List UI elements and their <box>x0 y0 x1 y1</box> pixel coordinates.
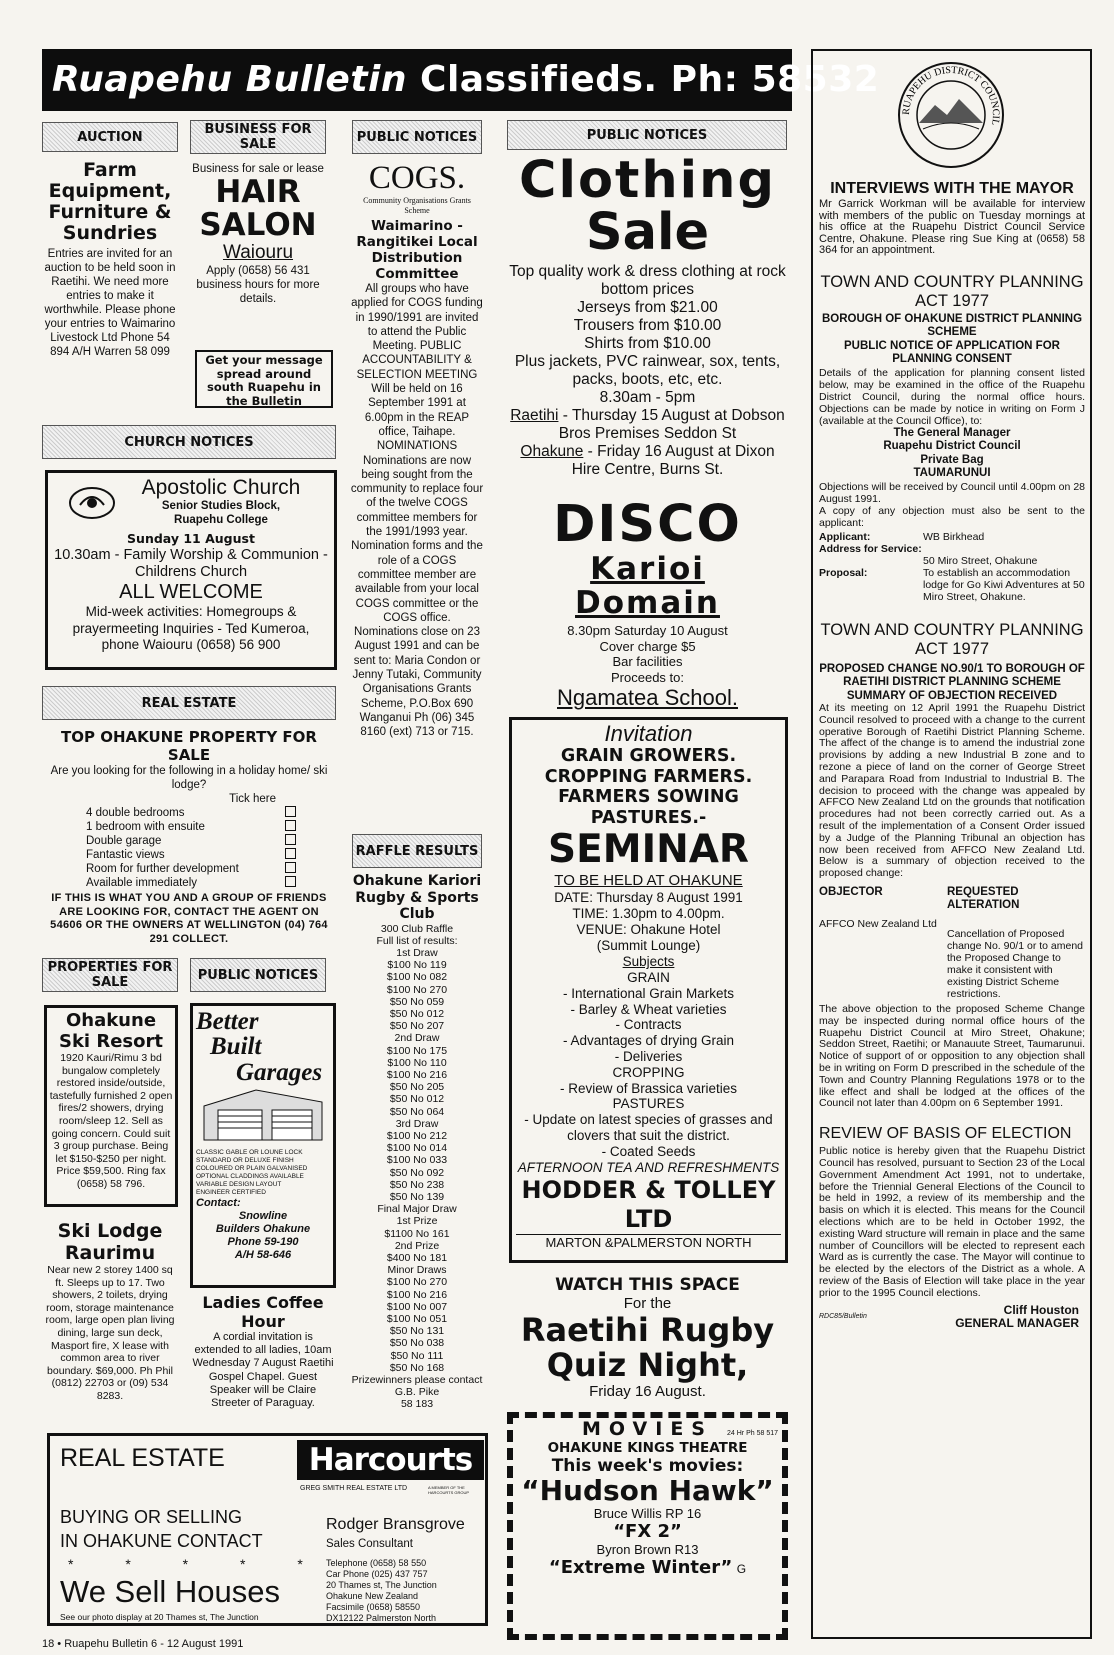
property-item <box>86 820 296 834</box>
disco-venue-2: Domain <box>575 585 720 621</box>
disco-ad <box>505 495 790 711</box>
seminar-ad <box>509 717 788 1263</box>
raffle-line: $100 No 007 <box>386 1300 448 1313</box>
property-item-label: Room for further development <box>86 863 239 875</box>
church-midweek: Mid-week activities: Homegroups & prayermeeting Inquiries - Ted Kumeroa, phone Waiouru (0658) 56 900 <box>72 604 310 652</box>
clothing-line: Shirts from $10.00 <box>584 335 711 352</box>
harcourts-contact <box>326 1558 437 1624</box>
harcourts-logo: Harcourts <box>297 1440 484 1480</box>
objector-head: OBJECTOR <box>819 885 883 898</box>
tick-box[interactable] <box>285 834 296 845</box>
tc1-address-line: Ruapehu District Council <box>883 440 1021 452</box>
harcourts-stars: * * * * * <box>68 1556 327 1572</box>
garage-contact <box>196 1210 330 1262</box>
alteration-head: REQUESTED ALTERATION <box>947 885 1020 911</box>
seminar-subject-line: - Review of Brassica varieties <box>559 1080 738 1096</box>
notice-ref: RDC85/Bulletin <box>819 1313 867 1321</box>
church-date: Sunday 11 August <box>127 531 255 546</box>
business-body: Apply (0658) 56 431 business hours for more details. <box>196 265 320 305</box>
seminar-subject-line: - International Grain Markets <box>562 985 735 1001</box>
tick-box[interactable] <box>285 820 296 831</box>
property-item-label: Available immediately <box>86 877 198 889</box>
masthead-title-a: Ruapehu Bulletin <box>52 59 407 100</box>
seminar-subject-line: - Deliveries <box>614 1048 683 1064</box>
auction-title: Farm Equipment, Furniture & Sundries <box>48 159 172 244</box>
applicant-label: Applicant: <box>819 530 871 543</box>
quiz-night-ad <box>505 1275 790 1401</box>
garages-ad <box>190 1003 336 1288</box>
raffle-line: $50 No 238 <box>389 1178 445 1191</box>
raetihi-rest: - Thursday 15 August at Dobson Bros Premises Seddon St <box>558 407 785 442</box>
raffle-line: $100 No 270 <box>386 983 448 996</box>
seminar-subjects <box>516 970 781 1160</box>
tc1-body: Details of the application for planning consent listed below, may be examined in the office of the Ruapehu District Council, during the normal office hours. Objections can be made by notice in writing on Form J (available at the Council Office), to: <box>819 366 1085 427</box>
tc2-sub-1: PROPOSED CHANGE NO.90/1 TO BOROUGH OF RAETIHI DISTRICT PLANNING SCHEME <box>819 662 1085 688</box>
proposal-value: To establish an accommodation lodge for Go Kiwi Adventures at 50 Miro Street, Ohakune. <box>923 566 1085 603</box>
harcourts-realestate: REAL ESTATE <box>60 1444 225 1472</box>
property-items <box>42 806 336 890</box>
quiz-title-1: Raetihi Rugby <box>520 1311 775 1349</box>
auction-header: AUCTION <box>42 122 178 152</box>
ski-resort-body: 1920 Kauri/Rimu 3 bd bungalow completely restored inside/outside, tastefully furnished 2 open fires/2 showers, drying room/sleep 12. Sell as going concern. Could suit 3 group purchase. Being let $150-$250 per night. Price $59,500. Ring fax (0658) 58 796. <box>49 1052 173 1190</box>
garage-illustration <box>196 1086 330 1142</box>
garages-logo-3: Garages <box>236 1059 323 1086</box>
tc1-sub-2: PUBLIC NOTICE OF APPLICATION FOR PLANNING CONSENT <box>844 339 1060 365</box>
clothing-line: Trousers from $10.00 <box>573 317 722 334</box>
disco-line: Cover charge $5 <box>599 638 696 654</box>
garage-feature: CLASSIC GABLE OR LOUNE LOCK <box>196 1149 303 1156</box>
property-item <box>86 834 296 848</box>
church-ad <box>45 470 337 670</box>
raffle-line: Prizewinners please contact G.B. Pike <box>351 1374 483 1399</box>
seminar-subject-line: PASTURES <box>612 1096 685 1112</box>
raffle-line: $50 No 038 <box>389 1337 445 1350</box>
coffee-ad <box>190 1293 336 1410</box>
ski-lodge-body: Near new 2 storey 1400 sq ft. Sleeps up to 17. Two showers, 2 toilets, drying room, storage maintenance room, large open plan living dining, large sun deck, Masport fire, X lease with common area to river boundary. $69,000. Ph Phil (0812) 22703 or (09) 534 8283. <box>45 1264 175 1402</box>
raffle-line: $50 No 064 <box>389 1105 445 1118</box>
seminar-head-line: FARMERS SOWING <box>558 787 739 807</box>
quiz-for: For the <box>623 1295 672 1312</box>
objector-value: AFFCO New Zealand Ltd <box>819 917 937 930</box>
ski-lodge-title: Ski Lodge Raurimu <box>57 1220 163 1264</box>
harcourts-contact-line: DX12122 Palmerston North <box>326 1613 437 1623</box>
raffle-line: $50 No 207 <box>389 1020 445 1033</box>
cogs-notice <box>350 160 484 740</box>
tc2-body: At its meeting on 12 April 1991 the Ruapehu District Council resolved to proceed with a change to the current operative Borough of Raetihi District Planning Scheme. The affect of the change is to amend the industrial zone provisions by adding a new Industrial B zone and to rezone a piece of land on the corner of George Street and Parapara Road from Industrial to Industrial B. The decision to proceed with the change was appealed by AFFCO New Zealand Ltd on the grounds that notification procedures had not been correctly carried out. As a result of the implementation of a Consent Order issued by a Judge of the Planning Tribunal an objection has now been received from AFFCO New Zealand Ltd. Below is a summary of objection received to the proposed change: <box>819 702 1085 880</box>
garage-feature: ENGINEER CERTIFIED <box>196 1189 266 1196</box>
garage-contact-line: Snowline <box>238 1210 288 1222</box>
clothing-sale <box>505 151 790 479</box>
interviews-title: INTERVIEWS WITH THE MAYOR <box>830 180 1074 197</box>
council-column <box>811 49 1092 1639</box>
signer-title: GENERAL MANAGER <box>955 1316 1079 1331</box>
movies-film-3-row <box>517 1557 778 1580</box>
church-venue-2: Ruapehu College <box>174 514 268 526</box>
tc1-sub-1: BOROUGH OF OHAKUNE DISTRICT PLANNING SCHEME <box>821 312 1083 338</box>
raffle-line: $100 No 175 <box>386 1044 448 1057</box>
property-item-label: Fantastic views <box>86 849 165 861</box>
raffle-line: $100 No 033 <box>386 1154 448 1167</box>
garage-contact-line: A/H 58-646 <box>234 1249 292 1261</box>
seminar-head-line: GRAIN GROWERS. <box>560 746 737 766</box>
raffle-line: Full list of results: <box>376 934 458 947</box>
harcourts-contact-line: Ohakune New Zealand <box>326 1591 419 1601</box>
masthead-title-b: Classifieds. Ph: 58532 <box>420 59 880 100</box>
business-ad <box>190 162 326 306</box>
movies-film-2-cast: Byron Brown R13 <box>596 1542 699 1557</box>
raffle-line: $100 No 051 <box>386 1313 448 1325</box>
raffle-line: $100 No 110 <box>387 1056 447 1069</box>
raffle-line: 2nd Prize <box>394 1239 440 1252</box>
seminar-subject-line: GRAIN <box>627 970 670 985</box>
address-row <box>819 543 1085 567</box>
property-item <box>86 806 296 820</box>
garage-contact-line: Builders Ohakune <box>215 1223 311 1235</box>
clothing-line: 8.30am - 5pm <box>599 389 696 406</box>
disco-title: DISCO <box>553 495 742 554</box>
raffle-line: Final Major Draw <box>377 1203 457 1216</box>
tc1-body-3: A copy of any objection must also be sent to the applicant: <box>819 504 1085 529</box>
harcourts-slogan: We Sell Houses <box>60 1574 280 1609</box>
public-notices-header-main: PUBLIC NOTICES <box>507 120 787 150</box>
applicant-value: WB Birkhead <box>923 530 985 543</box>
raffle-sub: 300 Club Raffle <box>380 922 454 935</box>
raffle-line: $50 No 168 <box>389 1361 445 1374</box>
garage-feature: COLOURED OR PLAIN GALVANISED <box>196 1165 308 1172</box>
movies-ad <box>507 1412 788 1640</box>
alteration-value: Cancellation of Proposed change No. 90/1 or to amend the Proposed Change to make it consistent with existing District Scheme restrictions. <box>947 927 1084 1000</box>
review-body: Public notice is hereby given that the Ruapehu District Council has resolved, pursuant to Section 23 of the Local Government Amendment Act 1991, not to undertake, before the Triennial General Elections of the Council to be held in 1992, a review of its membership and the basis on which it is elected. This means for the Council elections which are to be held in October 1992, the existing Ward structure will remain in place and the same number of Councillors will be elected to represent each Ward as is currently the case. The Mayor will continue to be elected by the electors of the District as a whole. A review of the Basis of Election will take place in the year prior to the 1995 Council elections. <box>819 1145 1085 1299</box>
movies-film-2: “FX 2” <box>613 1521 682 1542</box>
church-venue-1: Senior Studies Block, <box>161 500 281 512</box>
harcourts-contact-line: Facsimile (0658) 58550 <box>326 1602 421 1612</box>
auction-ad <box>42 160 178 359</box>
public-notices-header-1: PUBLIC NOTICES <box>352 120 482 154</box>
seminar-heads <box>516 746 781 828</box>
church-logo-icon <box>66 483 118 523</box>
raffle-line: $100 No 082 <box>386 971 448 984</box>
objection-head-row <box>819 886 1085 912</box>
raffle-line: $50 No 139 <box>389 1190 445 1203</box>
interviews-body: Mr Garrick Workman will be available for interview with members of the public on Tuesday mornings at his office at the Ruapehu District Council Service Centre, Ohakune. Please ring Sue King at (0658) 58 364 for an appointment. <box>819 198 1085 256</box>
disco-line: 8.30pm Saturday 10 August <box>567 623 728 638</box>
raetihi-place: Raetihi <box>510 407 559 424</box>
movies-film-3-rating: G <box>736 1562 747 1576</box>
harcourts-contact-line: Car Phone (025) 437 757 <box>326 1569 428 1579</box>
movies-week: This week's movies: <box>551 1456 744 1476</box>
seminar-subjects-label: Subjects <box>622 954 675 969</box>
clothing-lines <box>505 263 790 407</box>
raffle-lines <box>350 935 484 1411</box>
seminar-subject-line: CROPPING <box>612 1064 685 1080</box>
ski-lodge-ad <box>42 1220 178 1403</box>
raffle-line: $50 No 012 <box>389 1007 445 1020</box>
harcourts-contact-line: Telephone (0658) 58 550 <box>326 1558 427 1568</box>
raffle-line: $50 No 131 <box>389 1325 445 1338</box>
clothing-line: Top quality work & dress clothing at rock bottom prices <box>509 263 786 298</box>
seminar-subject-line: - Contracts <box>615 1017 682 1033</box>
tc1-title: TOWN AND COUNTRY PLANNING ACT 1977 <box>820 272 1084 310</box>
property-item <box>86 862 296 876</box>
ohakune-place: Ohakune <box>520 443 584 460</box>
cogs-title: Waimarino - Rangitikei Local Distribution Committee <box>356 218 478 282</box>
coffee-title: Ladies Coffee Hour <box>202 1293 324 1331</box>
raffle-line: $100 No 119 <box>387 959 447 972</box>
tc2-body-2: The above objection to the proposed Scheme Change may be inspected during normal office hours of the Ruapehu District Council at Miro Street, Ohakune; Seddon Street, Raetihi; or Manauute Street, Taumarunui. Notice of support of or opposition to any objection shall be in writing on Form D prescribed in the schedule of the Town and Country Planning Regulations 1978 or to the like effect and shall be lodged at the offices of the Council not later than 4.00pm on 6 September 1991. <box>819 1002 1085 1110</box>
signature-block <box>819 1303 1085 1331</box>
proposal-label: Proposal: <box>819 566 868 579</box>
property-item <box>86 876 296 890</box>
garage-feature: OPTIONAL CLADDINGS AVAILABLE <box>196 1173 304 1180</box>
clothing-ohakune <box>505 443 790 479</box>
raffle-line: $50 No 092 <box>389 1166 445 1179</box>
property-title: TOP OHAKUNE PROPERTY FOR SALE <box>61 728 317 764</box>
harcourts-role: Sales Consultant <box>326 1538 413 1550</box>
seminar-detail-line: TIME: 1.30pm to 4.00pm. <box>572 906 725 921</box>
garage-feature: VARIABLE DESIGN LAYOUT <box>196 1181 282 1188</box>
disco-beneficiary: Ngamatea School. <box>557 685 738 710</box>
masthead <box>42 49 880 111</box>
business-title: HAIR SALON <box>199 174 317 243</box>
properties-header: PROPERTIES FOR SALE <box>42 958 178 992</box>
seminar-subject-line: - Advantages of drying Grain <box>562 1033 735 1049</box>
quiz-title-2: Quiz Night, <box>546 1346 749 1384</box>
seminar-detail-line: VENUE: Ohakune Hotel <box>576 922 721 937</box>
ohakune-rest: - Friday 16 August at Dixon Hire Centre, Burns St. <box>571 443 775 478</box>
raffle-line: $50 No 205 <box>389 1081 445 1094</box>
disco-line: Proceeds to: <box>611 669 684 685</box>
disco-line: Bar facilities <box>612 654 683 669</box>
seminar-tea: AFTERNOON TEA AND REFRESHMENTS <box>517 1159 780 1175</box>
ski-resort-ad <box>44 1005 178 1207</box>
tick-box[interactable] <box>285 876 296 887</box>
church-title: Apostolic Church <box>141 476 301 499</box>
property-item-label: 4 double bedrooms <box>86 807 185 819</box>
garages-logo-2: Built <box>210 1033 262 1060</box>
seminar-head-line: PASTURES.- <box>590 807 707 828</box>
page-footer: 18 • Ruapehu Bulletin 6 - 12 August 1991 <box>42 1638 244 1650</box>
seminar-title: SEMINAR <box>548 827 749 872</box>
business-header: BUSINESS FOR SALE <box>190 120 326 154</box>
garage-feature: STANDARD OR DELUXE FINISH <box>196 1157 294 1164</box>
raffle-line: 2nd Draw <box>394 1032 440 1045</box>
property-contact: IF THIS IS WHAT YOU AND A GROUP OF FRIENDS ARE LOOKING FOR, CONTACT THE AGENT ON 54606 OR THE OWNERS AT WELLINGTON (04) 764 291 COLLECT. <box>50 892 328 945</box>
raffle-line: Minor Draws <box>387 1264 447 1277</box>
tc1-address-line: Private Bag <box>920 453 984 466</box>
seminar-subject-line: - Update on latest species of grasses and clovers that suit the district. <box>524 1112 773 1143</box>
applicant-row <box>819 531 1085 543</box>
movies-film-3: “Extreme Winter” <box>548 1557 733 1578</box>
council-notices <box>819 179 1085 1331</box>
clothing-title-1: Clothing <box>519 151 776 210</box>
disco-lines <box>505 623 790 685</box>
raffle-line: $1100 No 161 <box>384 1227 450 1240</box>
address-value: 50 Miro Street, Ohakune <box>923 554 1038 567</box>
harcourts-ad <box>47 1433 488 1626</box>
business-intro: Business for sale or lease <box>192 163 324 175</box>
tc1-body-2: Objections will be received by Council until 4.00pm on 28 August 1991. <box>819 480 1085 505</box>
seminar-detail-line: DATE: Thursday 8 August 1991 <box>554 890 743 905</box>
public-notices-header-2: PUBLIC NOTICES <box>190 958 326 992</box>
tick-box[interactable] <box>285 806 296 817</box>
tc1-address <box>819 427 1085 481</box>
quiz-date: Friday 16 August. <box>589 1383 706 1400</box>
clothing-line: Jerseys from $21.00 <box>577 299 718 316</box>
movies-film-1-cast: Bruce Willis RP 16 <box>593 1506 702 1521</box>
movies-title: MOVIES <box>582 1418 713 1440</box>
clothing-title-2: Sale <box>585 203 710 262</box>
seminar-invite: Invitation <box>604 721 693 746</box>
clothing-line: Plus jackets, PVC rainwear, sox, tents, packs, boots, etc, etc. <box>514 353 781 388</box>
bulletin-promo: Get your message spread around south Ruapehu in the Bulletin <box>195 350 333 408</box>
raffle-line: $100 No 014 <box>386 1142 448 1155</box>
disco-venue-1: Karioi <box>590 551 705 587</box>
property-item-label: 1 bedroom with ensuite <box>86 821 205 833</box>
seminar-head-line: CROPPING FARMERS. <box>544 766 753 787</box>
council-seal-icon <box>895 59 1007 171</box>
seminar-host-sub: MARTON &PALMERSTON NORTH <box>516 1234 781 1250</box>
seminar-subject-line: - Coated Seeds <box>601 1143 696 1159</box>
garages-contact-label: Contact: <box>196 1197 241 1209</box>
property-tick: Tick here <box>229 793 276 805</box>
tc1-address-line: TAUMARUNUI <box>913 467 991 479</box>
auction-body: Entries are invited for an auction to be held soon in Raetihi. We need more entries to make it worthwhile. Please phone your entries to Waimarino Livestock Ltd Phone 54 894 A/H Warren 58 099 <box>44 248 176 358</box>
raffle-line: $50 No 059 <box>389 995 445 1008</box>
garage-contact-line: Phone 59-190 <box>227 1236 299 1248</box>
business-place: Waiouru <box>222 242 294 263</box>
ski-resort-title: Ohakune Ski Resort <box>58 1010 163 1052</box>
raffle-results <box>350 873 484 1411</box>
tc1-address-line: The General Manager <box>893 426 1011 439</box>
property-ask: Are you looking for the following in a holiday home/ ski lodge? <box>50 765 328 791</box>
harcourts-buying-1: BUYING OR SELLING <box>60 1507 243 1527</box>
harcourts-agency: GREG SMITH REAL ESTATE LTD <box>300 1485 408 1492</box>
seminar-details <box>516 890 781 954</box>
tick-box[interactable] <box>285 848 296 859</box>
church-service: 10.30am - Family Worship & Communion - Childrens Church <box>54 547 328 580</box>
movies-film-1: “Hudson Hawk” <box>521 1474 774 1507</box>
tc2-sub-2: SUMMARY OF OBJECTION RECEIVED <box>846 689 1058 702</box>
cogs-logo-sub: Community Organisations Grants Scheme <box>363 196 471 215</box>
seal-text: RUAPEHU DISTRICT COUNCIL <box>900 64 1002 127</box>
seminar-where: TO BE HELD AT OHAKUNE <box>554 872 743 889</box>
quiz-watch: WATCH THIS SPACE <box>555 1275 740 1295</box>
seminar-subject-line: - Barley & Wheat varieties <box>570 1001 727 1017</box>
signer-name: Cliff Houston <box>1003 1303 1079 1318</box>
coffee-body: A cordial invitation is extended to all ladies, 10am Wednesday 7 August Raetihi Gospel Chapel. Guest Speaker will be Claire Streeter of Paraguay. <box>192 1331 334 1410</box>
raffle-header: RAFFLE RESULTS <box>352 834 482 868</box>
raffle-line: $400 No 181 <box>386 1251 448 1264</box>
address-label: Address for Service: <box>819 542 922 555</box>
seminar-host: HODDER & TOLLEY LTD <box>521 1175 776 1233</box>
raffle-line: $100 No 270 <box>386 1276 448 1289</box>
cogs-logo: COGS. <box>368 160 466 196</box>
raffle-line: $100 No 212 <box>386 1129 448 1142</box>
seminar-detail-line: (Summit Lounge) <box>596 938 701 953</box>
raffle-line: $100 No 216 <box>386 1068 448 1081</box>
tc2-title: TOWN AND COUNTRY PLANNING ACT 1977 <box>820 620 1084 658</box>
raffle-line: $50 No 111 <box>390 1349 444 1362</box>
movies-theatre: OHAKUNE KINGS THEATRE <box>547 1440 748 1456</box>
raffle-line: 3rd Draw <box>395 1117 439 1130</box>
movies-title-row <box>517 1418 778 1440</box>
realestate-header: REAL ESTATE <box>42 686 336 720</box>
objection-row <box>819 918 1085 1000</box>
raffle-line: 1st Prize <box>396 1215 438 1228</box>
property-ad <box>42 728 336 946</box>
harcourts-buying-2: IN OHAKUNE CONTACT <box>60 1531 263 1551</box>
church-header: CHURCH NOTICES <box>42 425 336 459</box>
harcourts-contact-line: 20 Thames st, The Junction <box>326 1580 437 1590</box>
raffle-line: 1st Draw <box>396 946 438 959</box>
property-item-label: Double garage <box>86 835 162 847</box>
garage-features <box>196 1149 330 1197</box>
church-welcome: ALL WELCOME <box>119 581 263 603</box>
review-title: REVIEW OF BASIS OF ELECTION <box>819 1125 1072 1143</box>
property-item <box>86 848 296 862</box>
proposal-row <box>819 567 1085 603</box>
harcourts-display: See our photo display at 20 Thames st, The Junction <box>60 1612 259 1622</box>
harcourts-agent: Rodger Bransgrove <box>326 1516 465 1533</box>
tick-box[interactable] <box>285 862 296 873</box>
raffle-line: $50 No 012 <box>389 1093 445 1106</box>
raffle-line: $100 No 216 <box>386 1288 448 1301</box>
movies-phone: 24 Hr Ph 58 517 <box>727 1430 778 1437</box>
clothing-raetihi <box>505 407 790 443</box>
harcourts-member: A MEMBER OF THE HARCOURTS GROUP <box>428 1485 470 1495</box>
raffle-title: Ohakune Kariori Rugby & Sports Club <box>352 873 482 922</box>
garages-logo-1: Better <box>196 1008 259 1035</box>
raffle-line: 58 183 <box>400 1398 434 1411</box>
cogs-body: All groups who have applied for COGS funding in 1990/1991 are invited to attend the Public Meeting. PUBLIC ACCOUNTABILITY & SELECTION MEETING Will be held on 16 September 1991 at 6.00pm in the REAP office, Taihape. NOMINATIONS Nominations are now being sought from the community to replace four of the twelve COGS committee members for the 1991/1993 year. Nomination forms and the role of a COGS committee member are available from your local COGS committee or the COGS office. Nominations close on 23 August 1991 and can be sent to: Maria Condon or Jenny Tutaki, Community Organisations Grants Scheme, P.O.Box 690 Wanganui Ph (06) 345 8160 (ext) 713 or 715. <box>350 283 484 739</box>
